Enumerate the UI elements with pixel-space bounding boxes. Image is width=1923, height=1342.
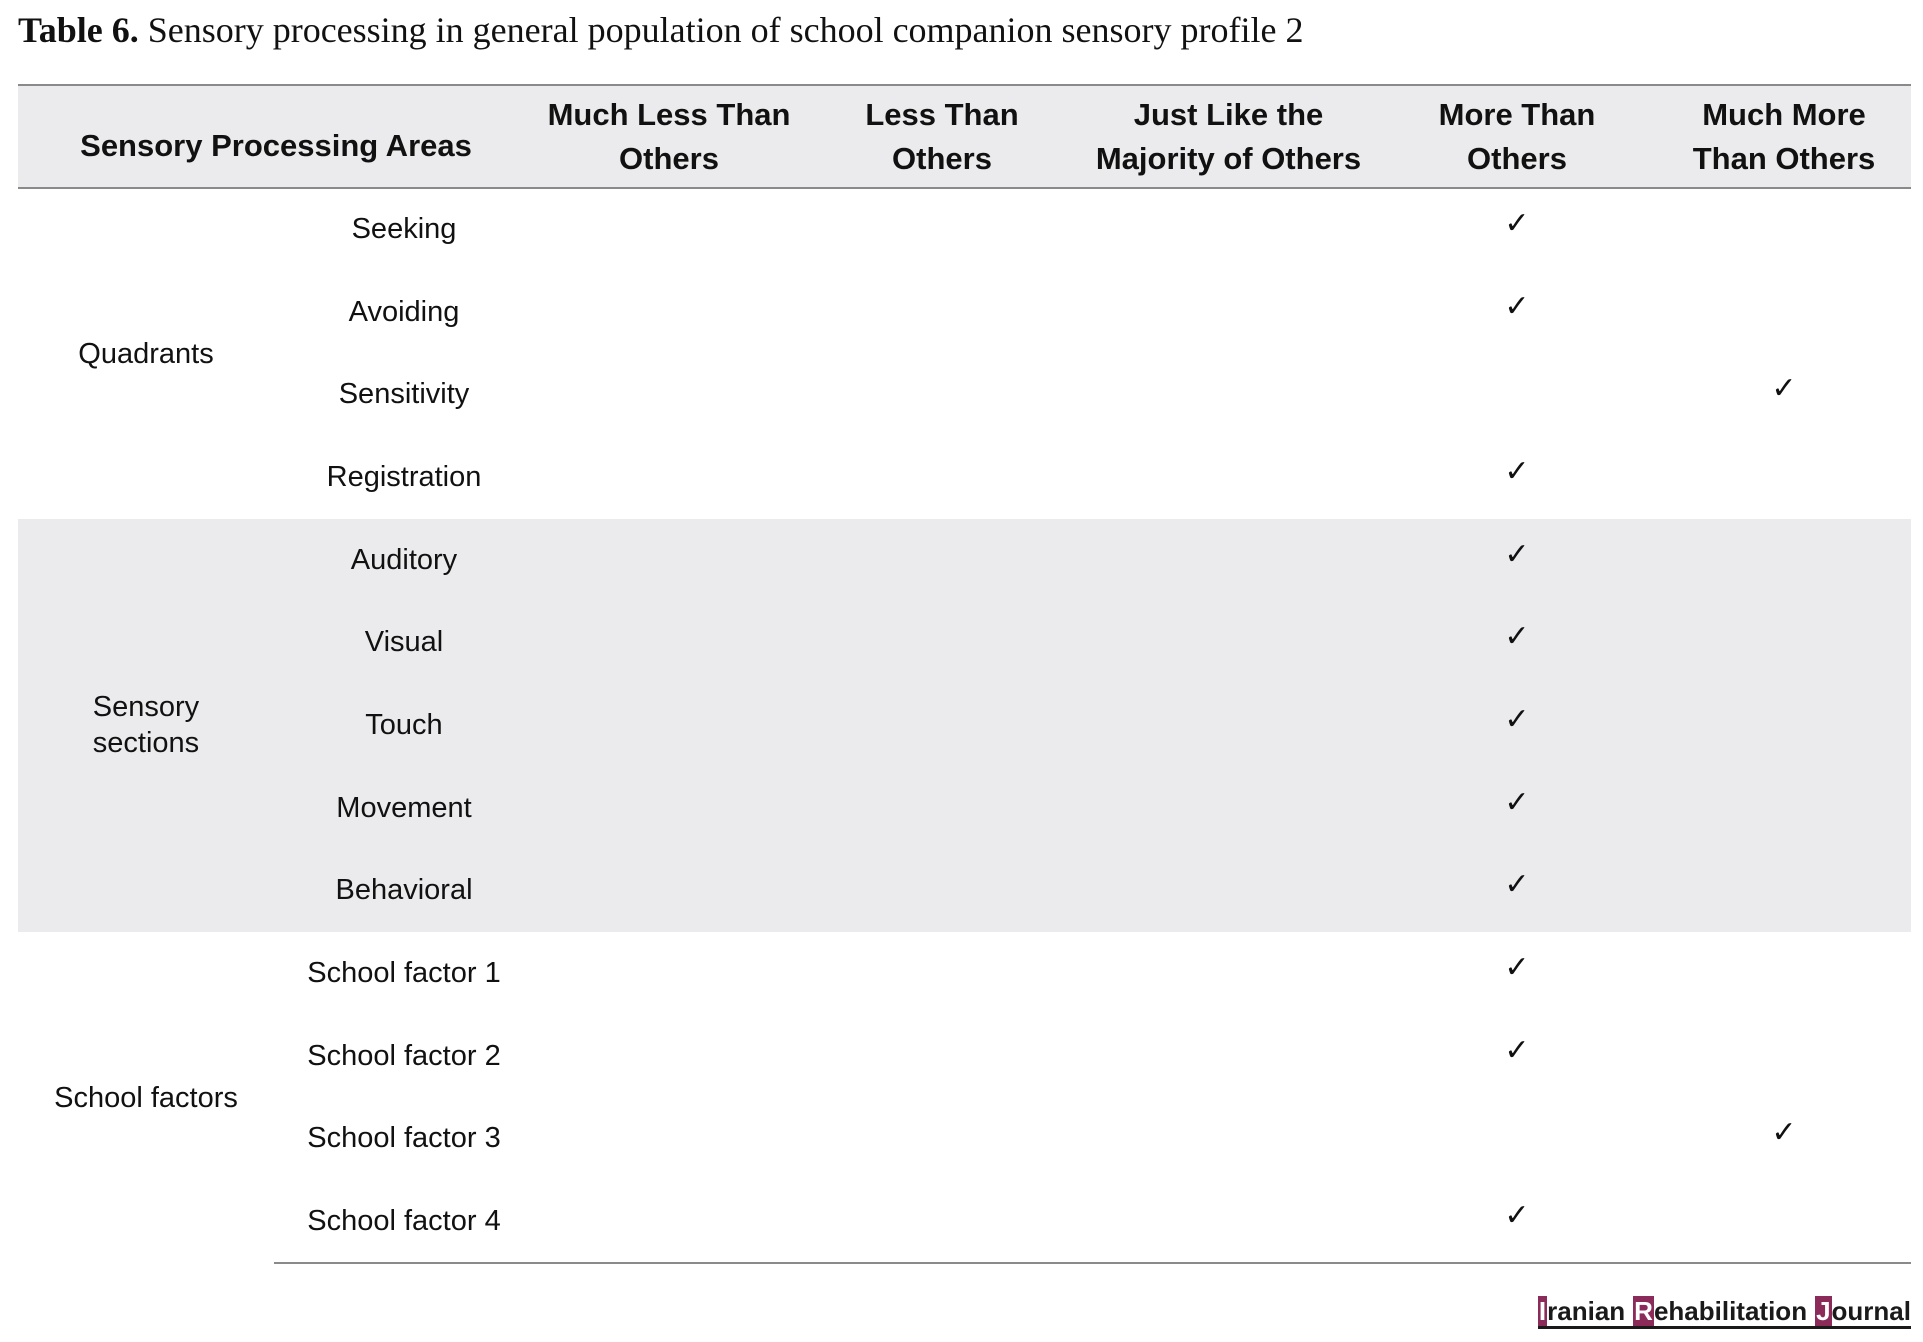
rating-cell — [804, 601, 1080, 684]
logo-word-rehabilitation: Rehabilitation — [1634, 1296, 1808, 1326]
rating-cell — [804, 850, 1080, 933]
header-line: Much Less Than — [547, 96, 791, 132]
table-row — [18, 353, 1911, 436]
rating-cell — [1080, 519, 1377, 602]
table-row — [18, 601, 1911, 684]
rating-cell — [1080, 1098, 1377, 1181]
group-label-line: sections — [92, 727, 200, 760]
rating-cell — [1377, 271, 1657, 354]
checkmark-icon: ✓ — [1504, 950, 1530, 986]
rating-cell — [804, 1098, 1080, 1181]
header-line: Much More — [1702, 96, 1866, 132]
header-line: Less Than — [865, 96, 1019, 132]
header-line: More Than — [1438, 96, 1596, 132]
journal-logo — [1538, 1296, 1911, 1329]
rating-cell — [804, 767, 1080, 850]
checkmark-icon: ✓ — [1504, 206, 1530, 242]
rating-cell — [1080, 1015, 1377, 1098]
row-item-label: Movement — [274, 767, 534, 850]
rating-cell — [534, 436, 804, 519]
rating-cell — [534, 1180, 804, 1263]
rating-cell — [1080, 850, 1377, 933]
rating-cell — [1377, 1180, 1657, 1263]
rating-cell — [1080, 1180, 1377, 1263]
rating-cell — [1080, 601, 1377, 684]
row-item-label: Behavioral — [274, 850, 534, 933]
header-much-more-than-others — [1657, 85, 1911, 188]
group-label — [18, 519, 274, 932]
rating-cell — [534, 684, 804, 767]
rating-cell — [804, 684, 1080, 767]
rating-cell — [1377, 1015, 1657, 1098]
header-line: Others — [892, 140, 992, 176]
rating-cell — [1657, 271, 1911, 354]
rating-cell — [534, 188, 804, 271]
header-line: Majority of Others — [1095, 140, 1362, 176]
rating-cell — [1657, 932, 1911, 1015]
checkmark-icon: ✓ — [1504, 784, 1530, 820]
rating-cell — [1080, 767, 1377, 850]
rating-cell — [1377, 684, 1657, 767]
checkmark-icon: ✓ — [1504, 536, 1530, 572]
rating-cell — [1657, 519, 1911, 602]
rating-cell — [534, 850, 804, 933]
rating-cell — [804, 1015, 1080, 1098]
rating-cell — [804, 353, 1080, 436]
rating-cell — [1080, 353, 1377, 436]
rating-cell — [1377, 601, 1657, 684]
table-row — [18, 850, 1911, 933]
group-label — [18, 188, 274, 519]
rating-cell — [1657, 684, 1911, 767]
group-label — [18, 932, 274, 1263]
group-label-line: Quadrants — [78, 337, 214, 370]
rating-cell — [1377, 188, 1657, 271]
row-item-label: School factor 4 — [274, 1180, 534, 1263]
table-row — [18, 1098, 1911, 1181]
header-line: Just Like the — [1133, 96, 1324, 132]
table-caption — [18, 8, 1303, 52]
row-item-label: School factor 2 — [307, 1039, 501, 1072]
checkmark-icon: ✓ — [1504, 1032, 1530, 1068]
rating-cell — [1080, 271, 1377, 354]
header-line: Others — [619, 140, 719, 176]
rating-cell — [1657, 436, 1911, 519]
rating-cell — [1657, 1180, 1911, 1263]
checkmark-icon: ✓ — [1504, 619, 1530, 655]
rating-cell — [1377, 353, 1657, 436]
caption-label: Table 6. — [18, 10, 139, 50]
rating-cell — [534, 519, 804, 602]
row-item-label: Visual — [274, 601, 534, 684]
rating-cell — [534, 601, 804, 684]
rating-cell — [534, 353, 804, 436]
group-label-line: School factors — [54, 1081, 238, 1114]
rating-cell — [1377, 850, 1657, 933]
checkmark-icon: ✓ — [1504, 867, 1530, 903]
logo-word-iranian: Iranian — [1538, 1296, 1626, 1326]
rating-cell — [804, 932, 1080, 1015]
rating-cell — [804, 519, 1080, 602]
checkmark-icon: ✓ — [1504, 1197, 1530, 1233]
row-item-label: Sensitivity — [338, 378, 470, 411]
table-header — [18, 85, 1911, 188]
rating-cell — [1377, 932, 1657, 1015]
header-sensory-processing-areas: Sensory Processing Areas — [80, 127, 472, 163]
logo-word-journal: Journal — [1816, 1296, 1911, 1326]
header-more-than-others — [1377, 85, 1657, 188]
rating-cell — [1377, 519, 1657, 602]
rating-cell — [534, 1098, 804, 1181]
table-row — [18, 767, 1911, 850]
row-item-label: Avoiding — [348, 295, 460, 328]
rating-cell — [1377, 1098, 1657, 1181]
sensory-processing-table — [18, 84, 1911, 1264]
group-label-line: Sensory — [92, 691, 200, 724]
rating-cell — [534, 271, 804, 354]
table-row — [18, 1015, 1911, 1098]
rating-cell — [804, 1180, 1080, 1263]
row-item-label: Registration — [326, 460, 482, 493]
checkmark-icon: ✓ — [1771, 1115, 1797, 1151]
rating-cell — [1657, 767, 1911, 850]
header-row — [18, 85, 1911, 188]
table-row — [18, 519, 1911, 602]
rating-cell — [1377, 436, 1657, 519]
rating-cell — [1657, 1015, 1911, 1098]
rating-cell — [1657, 850, 1911, 933]
rating-cell — [1080, 684, 1377, 767]
rating-cell — [1657, 353, 1911, 436]
checkmark-icon: ✓ — [1504, 701, 1530, 737]
header-less-than-others — [804, 85, 1080, 188]
caption-text: Sensory processing in general population of school companion sensory profile 2 — [138, 10, 1304, 50]
table-body — [18, 188, 1911, 1263]
rating-cell — [1657, 601, 1911, 684]
rating-cell — [534, 1015, 804, 1098]
table-row — [18, 188, 1911, 271]
row-item-label: School factor 3 — [307, 1122, 501, 1155]
checkmark-icon: ✓ — [1504, 288, 1530, 324]
header-line: Than Others — [1692, 140, 1876, 176]
table-row — [18, 684, 1911, 767]
rating-cell — [1377, 767, 1657, 850]
table-row — [18, 1180, 1911, 1263]
rating-cell — [534, 767, 804, 850]
table-row — [18, 436, 1911, 519]
rating-cell — [1080, 188, 1377, 271]
checkmark-icon: ✓ — [1504, 453, 1530, 489]
header-line: Others — [1467, 140, 1567, 176]
row-item-label: Auditory — [274, 519, 534, 602]
row-item-label: Seeking — [351, 213, 457, 246]
row-item-label: School factor 1 — [307, 957, 501, 990]
table-row — [18, 271, 1911, 354]
rating-cell — [804, 188, 1080, 271]
rating-cell — [804, 436, 1080, 519]
rating-cell — [1080, 436, 1377, 519]
table-row — [18, 932, 1911, 1015]
checkmark-icon: ✓ — [1771, 371, 1797, 407]
rating-cell — [804, 271, 1080, 354]
header-just-like-majority — [1080, 85, 1377, 188]
row-item-label: Touch — [274, 684, 534, 767]
rating-cell — [534, 932, 804, 1015]
rating-cell — [1657, 188, 1911, 271]
header-much-less-than-others — [534, 85, 804, 188]
rating-cell — [1657, 1098, 1911, 1181]
rating-cell — [1080, 932, 1377, 1015]
